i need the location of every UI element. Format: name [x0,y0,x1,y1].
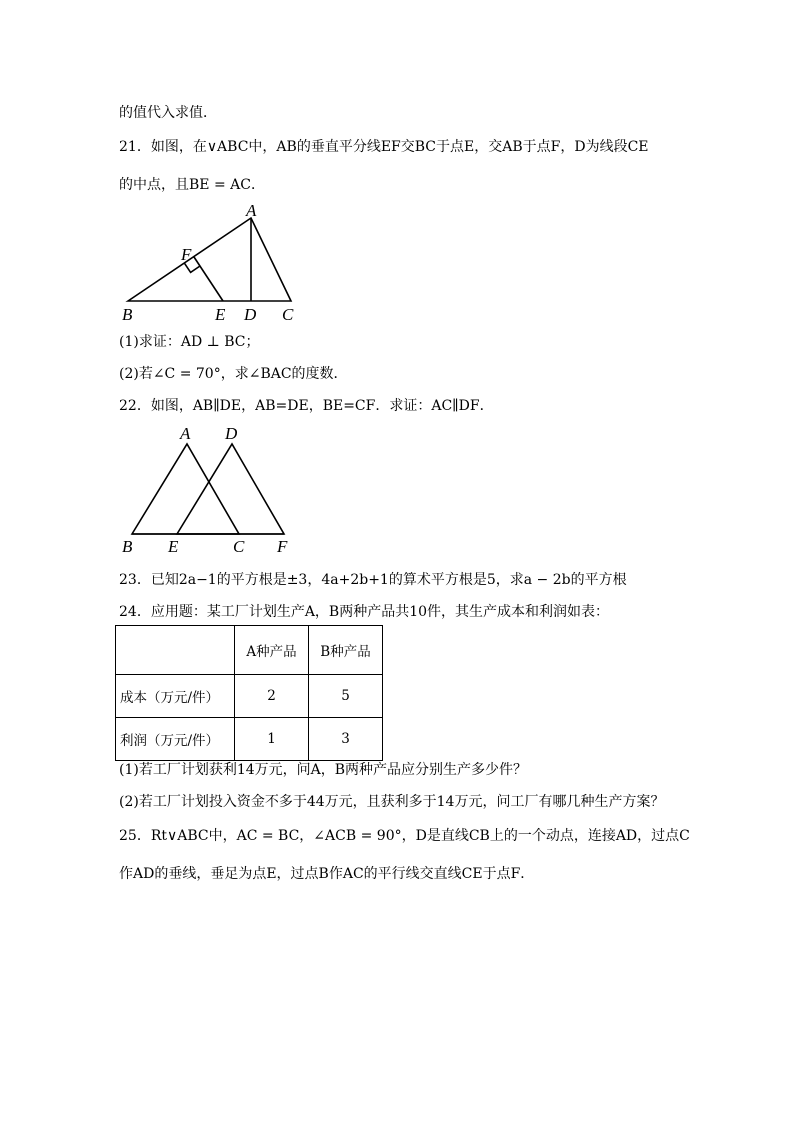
problem-24-part-1: (1)若工厂计划获利14万元，问A，B两种产品应分别生产多少件？ [119,762,528,778]
header-product-b: B种产品 [309,626,383,675]
label-c: C [282,305,294,324]
triangle-abc [128,218,291,301]
problem-21-part-1: (1)求证：AD ⊥ BC； [119,334,260,350]
label-a: A [246,201,257,220]
cost-profit-table [115,625,383,761]
problem-22-statement: 22．如图，AB∥DE，AB=DE，BE=CF．求证：AC∥DF． [119,398,494,414]
problem-21-statement: 21．如图，在∨ABC中，AB的垂直平分线EF交BC于点E，交AB于点F，D为线段CE [119,139,649,155]
label-a: A [180,424,191,443]
label-c: C [233,537,245,556]
row-label-profit: 利润（万元/件） [116,718,235,761]
problem-25-statement: 25．Rt∨ABC中，AC = BC，∠ACB = 90°，D是直线CB上的一个动点，连接AD，过点C [119,828,690,844]
label-b: B [122,305,133,324]
header-product-a: A种产品 [235,626,309,675]
figure-21 [110,200,310,332]
problem-23-statement: 23．已知2a−1的平方根是±3，4a+2b+1的算术平方根是5，求a − 2b的平方根 [119,572,627,588]
problem-21-statement-cont: 的中点，且BE = AC． [119,177,265,193]
problem-21-part-2: (2)若∠C = 70°，求∠BAC的度数． [119,366,348,382]
label-f: F [181,245,192,264]
problem-24-statement: 24．应用题：某工厂计划生产A，B两种产品共10件，其生产成本和利润如表： [119,604,610,620]
label-d: D [244,305,257,324]
segment-fe [194,257,223,301]
label-e: E [215,305,226,324]
row-label-cost: 成本（万元/件） [116,675,235,718]
cost-b: 5 [309,675,383,718]
table-row [116,675,383,718]
label-f: F [277,537,288,556]
profit-b: 3 [309,718,383,761]
problem-24-part-2: (2)若工厂计划投入资金不多于44万元，且获利多于14万元，问工厂有哪几种生产方案？ [119,794,665,810]
text-line-continuation: 的值代入求值． [119,105,217,121]
problem-25-statement-cont: 作AD的垂线，垂足为点E，过点B作AC的平行线交直线CE于点F． [119,866,535,882]
right-angle-mark [185,263,200,272]
label-e: E [168,537,179,556]
label-d: D [225,424,238,443]
figure-22 [115,423,305,562]
table-corner-cell [116,626,235,675]
cost-a: 2 [235,675,309,718]
label-b: B [122,537,133,556]
table-header-row [116,626,383,675]
table-row [116,718,383,761]
profit-a: 1 [235,718,309,761]
